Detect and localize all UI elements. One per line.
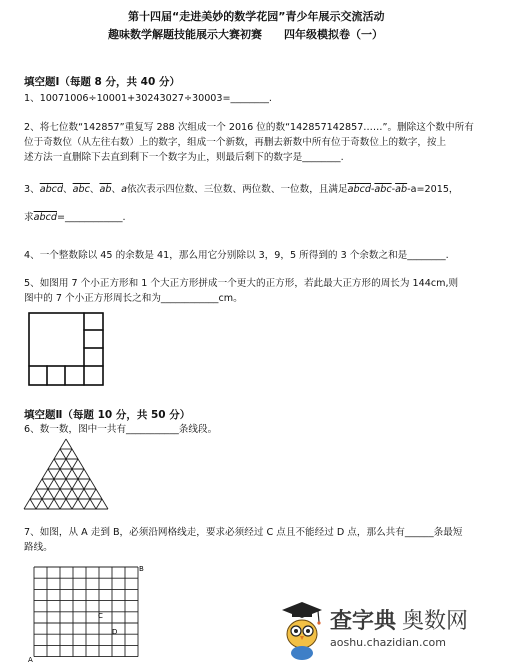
- triangle-right-slant-line: [30, 499, 36, 509]
- question-5: [24, 276, 458, 306]
- watermark-brand: [330, 604, 468, 635]
- page-subtitle: 趣味数学解题技能展示大赛初赛 四年级模拟卷（一）: [108, 28, 383, 41]
- q3-ask: 求: [24, 212, 34, 223]
- question-7-line-1: 7、如图，从 A 走到 B，必须沿网格线走，要求必须经过 C 点且不能经过 D 点，那么共有______条最短: [24, 527, 463, 538]
- watermark-url: aoshu.chazidian.com: [330, 636, 446, 649]
- q3-prefix: 3、: [24, 184, 40, 195]
- small-square-bottom-4: [84, 366, 103, 385]
- question-5-line-1: 5、如图用 7 个小正方形和 1 个大正方形拼成一个更大的正方形，若此最大正方形的周长为 144cm,则: [24, 278, 459, 289]
- section-title-1: 填空题Ⅰ（每题 8 分，共 40 分）: [24, 76, 180, 88]
- grid-label-b: B: [139, 565, 144, 573]
- question-6: 6、数一数，图中一共有___________条线段。: [24, 424, 218, 435]
- q3-eq-abc: $\overline{abc}$: [374, 184, 392, 195]
- question-2: [24, 120, 494, 165]
- q3-eq-abcd: abcd: [347, 184, 371, 195]
- question-2-line-2: 位于奇数位（从左往右数）上的数字，组成一个新数，再删去新数中所有位于奇数位上的数字，按上: [24, 137, 447, 148]
- owl-mascot-icon: [278, 600, 326, 662]
- q3-eq-ab: $\overline{ab}$: [395, 184, 408, 195]
- q3-ask-tail: =____________.: [56, 212, 126, 223]
- q3-sep-1: 、: [63, 184, 73, 195]
- question-2-line-3: 述方法一直删除下去直到剩下一个数字为止，则最后剩下的数字是________.: [24, 152, 344, 163]
- watermark: [278, 596, 502, 666]
- q3-minus-2: -: [391, 184, 396, 195]
- question-1: 1、10071006÷10001+30243027÷30003=________.: [24, 93, 272, 104]
- question-4: 4、一个整数除以 45 的余数是 41，那么用它分别除以 3，9，5 所得到的 3 个余数之和是________.: [24, 250, 449, 261]
- watermark-brand-name: 查字典: [330, 609, 397, 634]
- grid-label-d: D: [112, 628, 118, 636]
- triangle-left-slant-line: [24, 439, 66, 509]
- small-square-bottom-3: [65, 366, 84, 385]
- grid-label-a: A: [28, 656, 33, 663]
- q3-minus-1: -: [370, 184, 375, 195]
- grid-label-c: C: [98, 612, 103, 620]
- q3-tail: -a=2015，: [407, 184, 459, 195]
- q3-abc: $\overline{abc}$: [72, 184, 90, 195]
- question-2-line-1: 2、将七位数“142857”重复写 288 次组成一个 2016 位的数“142857142857……”。删除这个数中所有: [24, 122, 474, 133]
- watermark-sub: 奥数网: [402, 609, 469, 634]
- q3-a: a: [121, 184, 127, 195]
- grid-lines: [34, 567, 138, 657]
- triangle-figure: [20, 438, 112, 510]
- small-square-right-1: [84, 313, 103, 330]
- triangle-right-slant-line: [66, 439, 108, 509]
- q3-sep-2: 、: [89, 184, 100, 195]
- q3-sep-3: 、: [111, 184, 122, 195]
- small-square-right-3: [84, 348, 103, 366]
- q3-mid: 依次表示四位数、三位数、两位数、一位数，且满足: [126, 184, 348, 195]
- small-square-right-2: [84, 330, 103, 348]
- question-7: [24, 525, 462, 555]
- question-3: [24, 182, 459, 197]
- page-title: 第十四届“走进美妙的数学花园”青少年展示交流活动: [128, 10, 385, 23]
- squares-figure: [28, 312, 106, 388]
- q3-ab: $\overline{ab}$: [99, 184, 112, 195]
- outer-square: [29, 313, 103, 385]
- small-square-bottom-1: [29, 366, 47, 385]
- small-square-bottom-2: [47, 366, 65, 385]
- triangle-left-slant-line: [48, 459, 78, 509]
- large-square: [29, 313, 84, 366]
- triangle-left-slant-line: [96, 499, 102, 509]
- q3-abcd: abcd: [39, 184, 64, 195]
- triangle-lines: [24, 439, 108, 509]
- triangle-right-slant-line: [54, 459, 84, 509]
- section-title-2: 填空题Ⅱ（每题 10 分，共 50 分）: [24, 409, 191, 421]
- grid-figure: [28, 563, 154, 663]
- q3-ask-abcd: abcd: [33, 212, 57, 223]
- question-7-line-2: 路线。: [24, 542, 53, 553]
- question-3-ask: [24, 210, 126, 225]
- question-5-line-2: 图中的 7 个小正方形周长之和为____________cm。: [24, 293, 243, 304]
